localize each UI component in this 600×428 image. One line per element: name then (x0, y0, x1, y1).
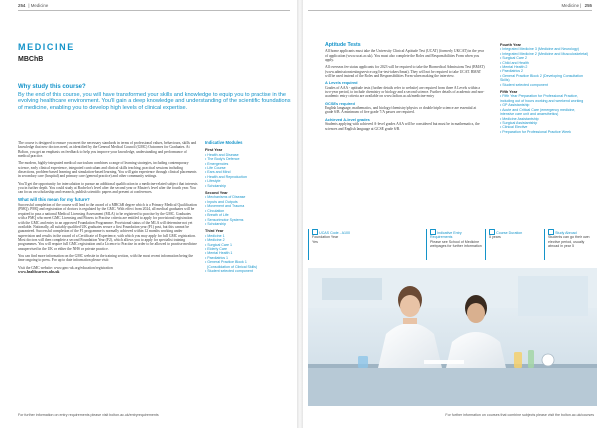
module-item: • Surgical Assistantship (500, 120, 538, 125)
year-label: First Year (205, 148, 223, 153)
module-item: • Health and Disease (205, 152, 239, 157)
gcse-heading: GCSEs required (325, 100, 355, 106)
module-item: • GP Assistantship (500, 103, 530, 108)
module-item: • Child and Health (500, 60, 529, 65)
module-item: • Scholarship (205, 183, 227, 188)
achieved-grades-text: Students applying with achieved A-level grades AAA will be considered but must be in mathematics, the sciences and English language at GCSE grade 6/B. (325, 122, 480, 131)
module-item: • Integrated Medicine 2 (Medicine and Musculoskeletal) (500, 51, 589, 56)
module-item: • General Practice Block 2 (Developing Consultation Skills) (500, 73, 583, 83)
module-item: • Ears and Mind (205, 170, 231, 175)
module-item: • Mental Health 1 (205, 251, 233, 256)
module-item: • Mental Health 2 (500, 65, 528, 70)
body-paragraph: The course is designed to ensure you meet the necessary standards in terms of professional values, behaviours, skills and knowledge that new doctors need, as identified by the General Medical Council (GMC) Outcomes for Graduates. At Bolton, you get an emphasis on feedback to help you improve your knowledge, understanding and performance of medical practice. (18, 141, 197, 159)
alevels-text: Grades of AAA - aptitude tests (further details refer to website) are required from three A Levels within a two-year period, to include chemistry or biology and a second science. Further details of academic and non-academic entry criteria are available on www.bolton.ac.uk/medicine-entry (325, 85, 485, 99)
aptitude-heading: Aptitude Tests (325, 42, 361, 48)
right-running-header: Medicine | 255 (561, 3, 592, 8)
module-item: • Scholarship (205, 221, 227, 226)
main-body-column (18, 141, 198, 277)
module-item: • Fifth Year Preparation for Professional Practice, including out of hours working and weekend working (500, 94, 584, 103)
module-item: • Medicine Assistantship (500, 116, 539, 121)
achieved-grades-heading: Achieved A-level grades (325, 116, 370, 122)
module-item: • Surgical Care 2 (500, 56, 528, 61)
aptitude-paragraph: All home applicants must take the University Clinical Aptitude Test (UCAT) (formerly UKCAT) in the year of application (www.ucat.ac.uk). You must also complete the Roles and Responsibilities Form when you apply. (325, 49, 484, 63)
course-info-boxes (308, 229, 595, 263)
modules-sidebar (205, 141, 291, 273)
future-heading: What will this mean for my future? (18, 196, 90, 202)
module-item: • Mechanisms of Disease (205, 195, 246, 200)
year-label: Fifth Year (500, 90, 518, 95)
module-item: • Emergencies (205, 161, 229, 166)
module-item: • Acute and Critical Care (emergency medicine, intensive care unit and anaesthetics) (500, 107, 576, 117)
module-item: • Medicine 1 (205, 233, 225, 238)
right-page-number: 255 (584, 3, 592, 8)
requirements-icon (430, 229, 436, 235)
left-section-name: Medicine (30, 3, 49, 8)
duration-box: Course Duration 5 years (485, 229, 529, 260)
module-item: • The Body's Defence (205, 157, 240, 162)
year-label: Fourth Year (500, 43, 522, 47)
module-item: • Student selected component (205, 268, 253, 273)
module-item: • Medicine 2 (205, 238, 225, 243)
future-paragraph: You can find more information on the GMC website in the training section, with the most recent information being the time ongoing to press. For up to date information please visit: (18, 253, 193, 263)
body-paragraph: The modern, highly-integrated medical curriculum combines a range of learning strategies, including contemporary science, early clinical experience, integrated curriculum and clinical skills teaching, practical sessions including dissections, problem-based learning and simulation-based learning. You will gain experience through clinical placements in secondary care (hospital) and primary care (general practice) and other community settings. (18, 161, 197, 179)
year-label: Second Year (205, 191, 228, 196)
module-item: • Inputs and Outputs (205, 199, 238, 204)
right-footer: For further information on courses that combine subjects please visit the bolton.ac.uk/courses (445, 413, 594, 417)
why-heading: Why study this course? (18, 84, 86, 90)
module-item: • General Practice Block 1 (205, 260, 247, 265)
alevels-heading: A Levels required (325, 80, 358, 86)
module-item: • Health and Reproduction (205, 174, 248, 179)
ucas-icon (312, 229, 318, 235)
module-item: • Movement and Trauma (205, 204, 245, 209)
right-header-rule (308, 10, 592, 11)
website-line: Visit the GMC website: www.gmc-uk.org/education/registration (18, 265, 113, 270)
module-item: • Paediatrics 1 (205, 255, 229, 260)
left-page (0, 0, 297, 428)
globe-icon (548, 229, 554, 235)
modules-heading: Indicative Modules (205, 140, 243, 145)
module-item: • Breath of Life (205, 213, 229, 218)
module-item: • Clinical Elective (500, 125, 528, 130)
module-item: • Integrated Medicine 3 (Medicine and Neurology) (500, 47, 579, 52)
study-abroad-box: Study Abroad Students can go their own elective period, usually abroad in year 5 (544, 229, 596, 260)
page-title: MEDICINE (18, 42, 75, 52)
module-item: • Preparation for Professional Practice Week (500, 129, 571, 134)
module-item: • Elderly Care (205, 246, 228, 251)
aptitude-column (325, 43, 485, 134)
left-footer: For further information on entry requirements please visit bolton.ac.uk/entryrequirements (18, 413, 159, 417)
laboratory-photo (308, 268, 597, 406)
module-item: • Life Course (205, 166, 226, 171)
left-header-rule (18, 10, 290, 11)
clock-icon (489, 229, 495, 235)
later-years-sidebar (500, 43, 590, 134)
left-page-number: 254 (18, 3, 26, 8)
gcse-text: English language, mathematics, and biology/chemistry/physics or double/triple science are essential at grade 6/B. A minimum of five grade 7/A passes are required. (325, 106, 477, 115)
left-running-header: 254 | Medicine (18, 3, 49, 8)
year-label: Third Year (205, 229, 224, 234)
entry-requirements-box: Indicative Entry Requirements Please see School of Medicine webpages for further information (426, 229, 482, 260)
future-paragraph: Successful completion of the course will lead to the award of a MBChB degree which is a Primary Medical Qualification (PMQ). PMQ and registration of doctors is regulated by the GMC. With effect from 2024, all medical graduates will be required to pass a national Medical Licensing Assessment (MLA) to be registered to practise by the GMC. Graduates with a PMQ who meet GMC Licensing and Fitness to Practise criteria are entitled to apply for provisional registration with the GMC and entry to an approved Foundation Programme. Provisional status of the MLA will determine not yet available. Nationally, all suitably qualified UK graduates secure a first Foundation year (F1) post, but this cannot be guaranteed. Successful completion of the F1 programme is normally achieved within 12 months working under supervision and results in the award of a Certificate of Experience, with which you may apply for full GMC registration. Most doctors will then complete a second Foundation Year (F2), which allows you to apply for specialist training programmes. You will require full GMC registration and a Licence to Practise in order to be allowed to practise medicine unsupervised in the UK or either the NHS or private practice. (18, 203, 197, 251)
module-item: • Circulation (205, 208, 225, 213)
module-item: • Student selected component (500, 82, 548, 87)
right-section-name: Medicine (561, 3, 580, 8)
module-item: • Sensorimotor Systems (205, 217, 244, 222)
intro-text: By the end of this course, you will have transformed your skills and knowledge to equip you to practise in the evolving healthcare environment. You'll gain a deep knowledge and understanding of the scientific foundations of medicine, enabling you to develop high levels of clinical expertise. (18, 92, 291, 111)
website-link[interactable]: www.healthcareers.nhs.uk (18, 269, 60, 274)
module-item: (Consolidation of Clinical Skills) (207, 264, 258, 269)
body-paragraph: You'll get the opportunity for intercalation to pursue an additional qualification in a medicine-related subject that interests you in further depth. You could study at Bachelor's level after the second year or Master's level after the fourth year. You can focus on scholarship and research, publish scientific papers and present at conferences. (18, 181, 198, 195)
aptitude-paragraph: All overseas fee status applicants for 2023 will be required to take the Biomedical Admissions Test (BMAT) (www.admissionstestingservice.org/for-test-takers/bmat). They will not be required to take UCAT. BMAT will be used instead of the Roles and Responsibilities Form when making the interview. (325, 65, 485, 79)
page-subtitle: MBChB (18, 56, 44, 63)
module-item: • Lifestyle (205, 179, 221, 184)
module-item: • Surgical Care 1 (205, 242, 233, 247)
module-item: • Paediatrics 2 (500, 69, 524, 74)
right-page (303, 0, 600, 428)
ucas-code-box: UCAS Code - A100 Foundation Year Yes (308, 229, 372, 260)
